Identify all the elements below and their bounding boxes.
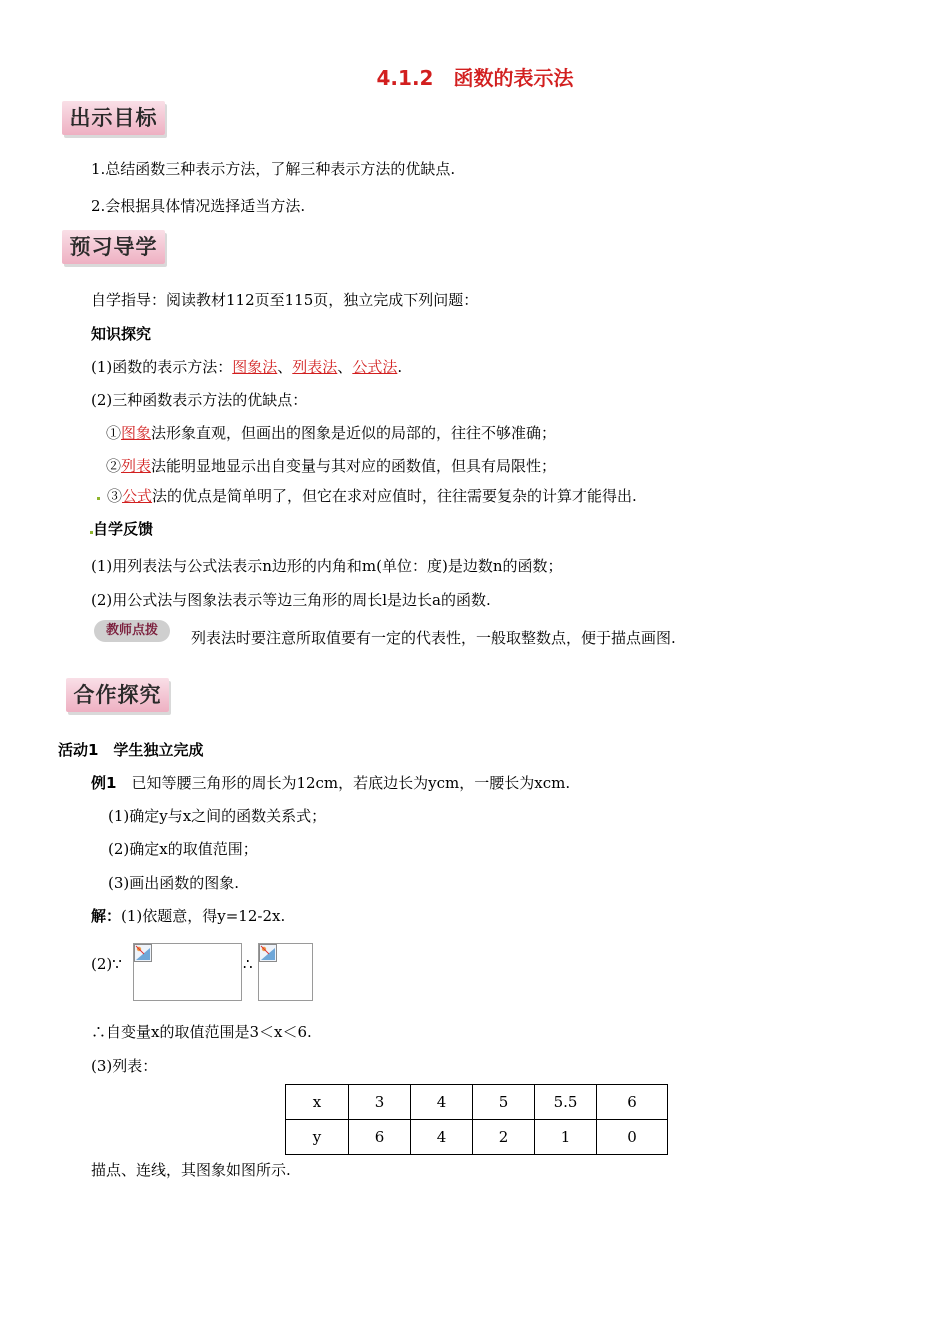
- therefore-symbol: ∴: [243, 955, 253, 973]
- self-study-guide: 自学指导：阅读教材112页至115页，独立完成下列问题：: [91, 291, 479, 309]
- table-cell: 6: [597, 1085, 668, 1120]
- table-cell: 4: [411, 1120, 473, 1155]
- question-representation-methods: [91, 356, 402, 377]
- solution-step-1: [91, 905, 285, 926]
- table-cell: 2: [473, 1120, 535, 1155]
- solution-step-2-prefix: (2)∵: [91, 955, 122, 973]
- point-text: 法能明显地显示出自变量与其对应的函数值，但具有局限性；: [151, 457, 557, 475]
- section-tag-preview: 预习导学: [62, 230, 165, 264]
- page-title: 4.1.2 函数的表示法: [376, 66, 574, 90]
- table-cell: 6: [349, 1120, 411, 1155]
- feedback-item: (1)用列表法与公式法表示n边形的内角和m(单位：度)是边数n的函数；: [91, 557, 563, 575]
- section-tag-goals: 出示目标: [62, 101, 165, 135]
- period: .: [397, 358, 403, 376]
- example-text: 已知等腰三角形的周长为12cm，若底边长为ycm，一腰长为xcm.: [116, 774, 571, 792]
- point-graph-method: [106, 422, 556, 443]
- point-table-method: [106, 455, 556, 476]
- range-conclusion: ∴自变量x的取值范围是3＜x＜6.: [91, 1023, 312, 1041]
- solution-label: 解：: [91, 907, 122, 925]
- broken-image-icon: [259, 944, 277, 962]
- answer-table-method: 列表法: [292, 358, 338, 376]
- example-label: 例1: [91, 774, 117, 792]
- table-cell: y: [286, 1120, 349, 1155]
- answer-formula: 公式: [122, 487, 153, 505]
- graph-conclusion: 描点、连线，其图象如图所示.: [91, 1161, 291, 1179]
- table-cell: 0: [597, 1120, 668, 1155]
- separator: 、: [277, 358, 293, 376]
- table-cell: 5: [473, 1085, 535, 1120]
- goal-item: 1.总结函数三种表示方法，了解三种表示方法的优缺点.: [91, 160, 456, 178]
- activity-heading: 活动1 学生独立完成: [58, 741, 204, 759]
- example-subquestion: (1)确定y与x之间的函数关系式；: [108, 807, 327, 825]
- table-label: (3)列表：: [91, 1057, 158, 1075]
- answer-graph-method: 图象法: [232, 358, 278, 376]
- answer-graph: 图象: [121, 424, 152, 442]
- question-pros-cons: (2)三种函数表示方法的优缺点：: [91, 391, 308, 409]
- teacher-tip-badge: 教师点拨: [94, 620, 170, 642]
- example-statement: [91, 772, 570, 793]
- feedback-heading: 自学反馈: [93, 520, 154, 538]
- separator: 、: [337, 358, 353, 376]
- point-text: 法的优点是简单明了，但它在求对应值时，往往需要复杂的计算才能得出.: [152, 487, 637, 505]
- section-tag-cooperation: 合作探究: [66, 678, 169, 712]
- stray-dot: [97, 497, 100, 500]
- goal-item: 2.会根据具体情况选择适当方法.: [91, 197, 306, 215]
- broken-image-icon: [134, 944, 152, 962]
- answer-formula-method: 公式法: [352, 358, 398, 376]
- answer-table: 列表: [121, 457, 152, 475]
- feedback-item: (2)用公式法与图象法表示等边三角形的周长l是边长a的函数.: [91, 591, 491, 609]
- point-number: ②: [106, 457, 122, 475]
- table-cell: x: [286, 1085, 349, 1120]
- example-subquestion: (2)确定x的取值范围；: [108, 840, 258, 858]
- table-row: [286, 1085, 668, 1120]
- table-row: [286, 1120, 668, 1155]
- question-text: (1)函数的表示方法：: [91, 358, 233, 376]
- missing-formula-image: [258, 943, 313, 1001]
- table-cell: 1: [535, 1120, 597, 1155]
- missing-formula-image: [133, 943, 242, 1001]
- point-text: 法形象直观，但画出的图象是近似的局部的，往往不够准确；: [151, 424, 557, 442]
- table-cell: 3: [349, 1085, 411, 1120]
- point-formula-method: [107, 485, 637, 506]
- table-cell: 4: [411, 1085, 473, 1120]
- teacher-tip-text: 列表法时要注意所取值要有一定的代表性，一般取整数点，便于描点画图.: [191, 629, 676, 647]
- knowledge-heading: 知识探究: [91, 325, 152, 343]
- value-table: [285, 1084, 668, 1155]
- table-cell: 5.5: [535, 1085, 597, 1120]
- point-number: ①: [106, 424, 122, 442]
- solution-text: (1)依题意，得y=12-2x.: [121, 907, 286, 925]
- example-subquestion: (3)画出函数的图象.: [108, 874, 240, 892]
- point-number: ③: [107, 487, 123, 505]
